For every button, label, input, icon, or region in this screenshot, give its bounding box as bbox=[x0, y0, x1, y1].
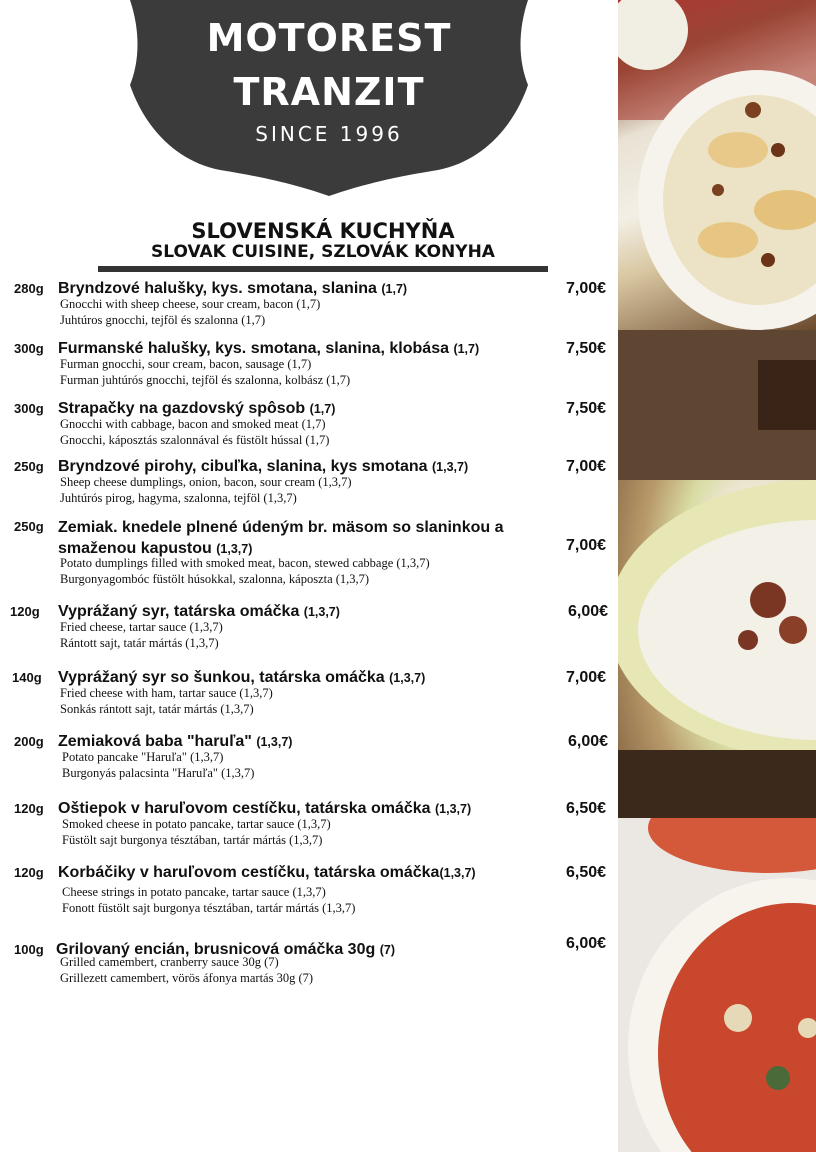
item-price: 6,50€ bbox=[566, 864, 607, 881]
item-weight: 100g bbox=[14, 942, 44, 957]
item-name: Korbáčiky v haruľovom cestíčku, tatárska omáčka(1,3,7) bbox=[58, 864, 476, 881]
item-weight: 200g bbox=[14, 734, 44, 749]
item-name: Strapačky na gazdovský spôsob (1,7) bbox=[58, 400, 336, 417]
item-desc-en: Grilled camembert, cranberry sauce 30g (7) bbox=[60, 955, 279, 969]
photo-pasta bbox=[618, 818, 816, 1152]
item-weight: 300g bbox=[14, 401, 44, 416]
item-price: 7,50€ bbox=[566, 400, 607, 417]
item-price: 7,00€ bbox=[566, 458, 607, 475]
brand-name-line2: TRANZIT bbox=[233, 70, 425, 114]
item-desc-en: Gnocchi with cabbage, bacon and smoked meat (1,7) bbox=[60, 417, 326, 431]
item-desc-hu: Fonott füstölt sajt burgonya tésztában, tartár mártás (1,3,7) bbox=[62, 901, 356, 915]
item-price: 6,50€ bbox=[566, 800, 607, 817]
item-price: 7,00€ bbox=[566, 280, 607, 297]
item-desc-en: Sheep cheese dumplings, onion, bacon, sour cream (1,3,7) bbox=[60, 475, 352, 489]
item-price: 6,00€ bbox=[566, 935, 607, 952]
photo-pirohy bbox=[618, 0, 816, 330]
item-name: Grilovaný encián, brusnicová omáčka 30g (7) bbox=[56, 941, 395, 958]
item-name: Vyprážaný syr so šunkou, tatárska omáčka (1,3,7) bbox=[58, 669, 426, 686]
item-weight: 140g bbox=[12, 670, 42, 685]
item-name: Vyprážaný syr, tatárska omáčka (1,3,7) bbox=[58, 603, 340, 620]
item-name: Zemiaková baba "haruľa" (1,3,7) bbox=[58, 733, 293, 750]
item-desc-hu: Burgonyagombóc füstölt húsokkal, szalonna, káposzta (1,3,7) bbox=[60, 572, 370, 586]
item-name: Bryndzové halušky, kys. smotana, slanina (1,7) bbox=[58, 280, 408, 297]
item-desc-hu: Sonkás rántott sajt, tatár mártás (1,3,7) bbox=[60, 702, 254, 716]
section-subtitle: SLOVAK CUISINE, SZLOVÁK KONYHA bbox=[151, 242, 495, 262]
item-desc-hu: Rántott sajt, tatár mártás (1,3,7) bbox=[60, 636, 219, 650]
item-weight: 120g bbox=[14, 865, 44, 880]
item-weight: 280g bbox=[14, 281, 44, 296]
item-desc-en: Potato dumplings filled with smoked meat, bacon, stewed cabbage (1,3,7) bbox=[60, 556, 430, 570]
item-desc-en: Fried cheese, tartar sauce (1,3,7) bbox=[60, 620, 223, 634]
item-desc-en: Cheese strings in potato pancake, tartar sauce (1,3,7) bbox=[62, 885, 326, 899]
brand-name-line1: MOTOREST bbox=[206, 16, 452, 60]
section-divider bbox=[98, 266, 548, 272]
item-name: Zemiak. knedele plnené údeným br. mäsom so slaninkou a smaženou kapustou (1,3,7) bbox=[58, 519, 504, 557]
item-price: 6,00€ bbox=[568, 603, 609, 620]
item-desc-en: Potato pancake "Haruľa" (1,3,7) bbox=[62, 750, 224, 764]
item-desc-hu: Gnocchi, káposztás szalonnával és füstölt hússal (1,7) bbox=[60, 433, 330, 447]
section-title: SLOVENSKÁ KUCHYŇA bbox=[191, 219, 455, 243]
item-name: Bryndzové pirohy, cibuľka, slanina, kys smotana (1,3,7) bbox=[58, 458, 469, 475]
item-weight: 250g bbox=[14, 519, 44, 534]
food-photo-strip bbox=[618, 0, 816, 1152]
item-desc-en: Smoked cheese in potato pancake, tartar sauce (1,3,7) bbox=[62, 817, 331, 831]
item-price: 7,00€ bbox=[566, 669, 607, 686]
item-desc-hu: Juhtúrós pirog, hagyma, szalonna, tejföl (1,3,7) bbox=[60, 491, 297, 505]
item-name: Furmanské halušky, kys. smotana, slanina, klobása (1,7) bbox=[58, 340, 480, 357]
item-price: 7,50€ bbox=[566, 340, 607, 357]
item-desc-hu: Füstölt sajt burgonya tésztában, tartár mártás (1,3,7) bbox=[62, 833, 323, 847]
item-desc-en: Furman gnocchi, sour cream, bacon, sausage (1,7) bbox=[60, 357, 312, 371]
item-weight: 250g bbox=[14, 459, 44, 474]
item-desc-hu: Furman juhtúrós gnocchi, tejföl és szalonna, kolbász (1,7) bbox=[60, 373, 351, 387]
item-desc-hu: Grillezett camembert, vörös áfonya martás 30g (7) bbox=[60, 971, 314, 985]
photo-halusky bbox=[618, 330, 816, 818]
item-weight: 120g bbox=[10, 604, 40, 619]
item-weight: 120g bbox=[14, 801, 44, 816]
item-desc-hu: Burgonyás palacsinta "Haruľa" (1,3,7) bbox=[62, 766, 255, 780]
item-price: 7,00€ bbox=[566, 537, 607, 554]
item-price: 6,00€ bbox=[568, 733, 609, 750]
item-name: Oštiepok v haruľovom cestíčku, tatárska omáčka (1,3,7) bbox=[58, 800, 472, 817]
item-weight: 300g bbox=[14, 341, 44, 356]
item-desc-hu: Juhtúros gnocchi, tejföl és szalonna (1,7) bbox=[60, 313, 266, 327]
brand-since: SINCE 1996 bbox=[255, 122, 403, 146]
item-desc-en: Gnocchi with sheep cheese, sour cream, bacon (1,7) bbox=[60, 297, 321, 311]
item-desc-en: Fried cheese with ham, tartar sauce (1,3,7) bbox=[60, 686, 273, 700]
